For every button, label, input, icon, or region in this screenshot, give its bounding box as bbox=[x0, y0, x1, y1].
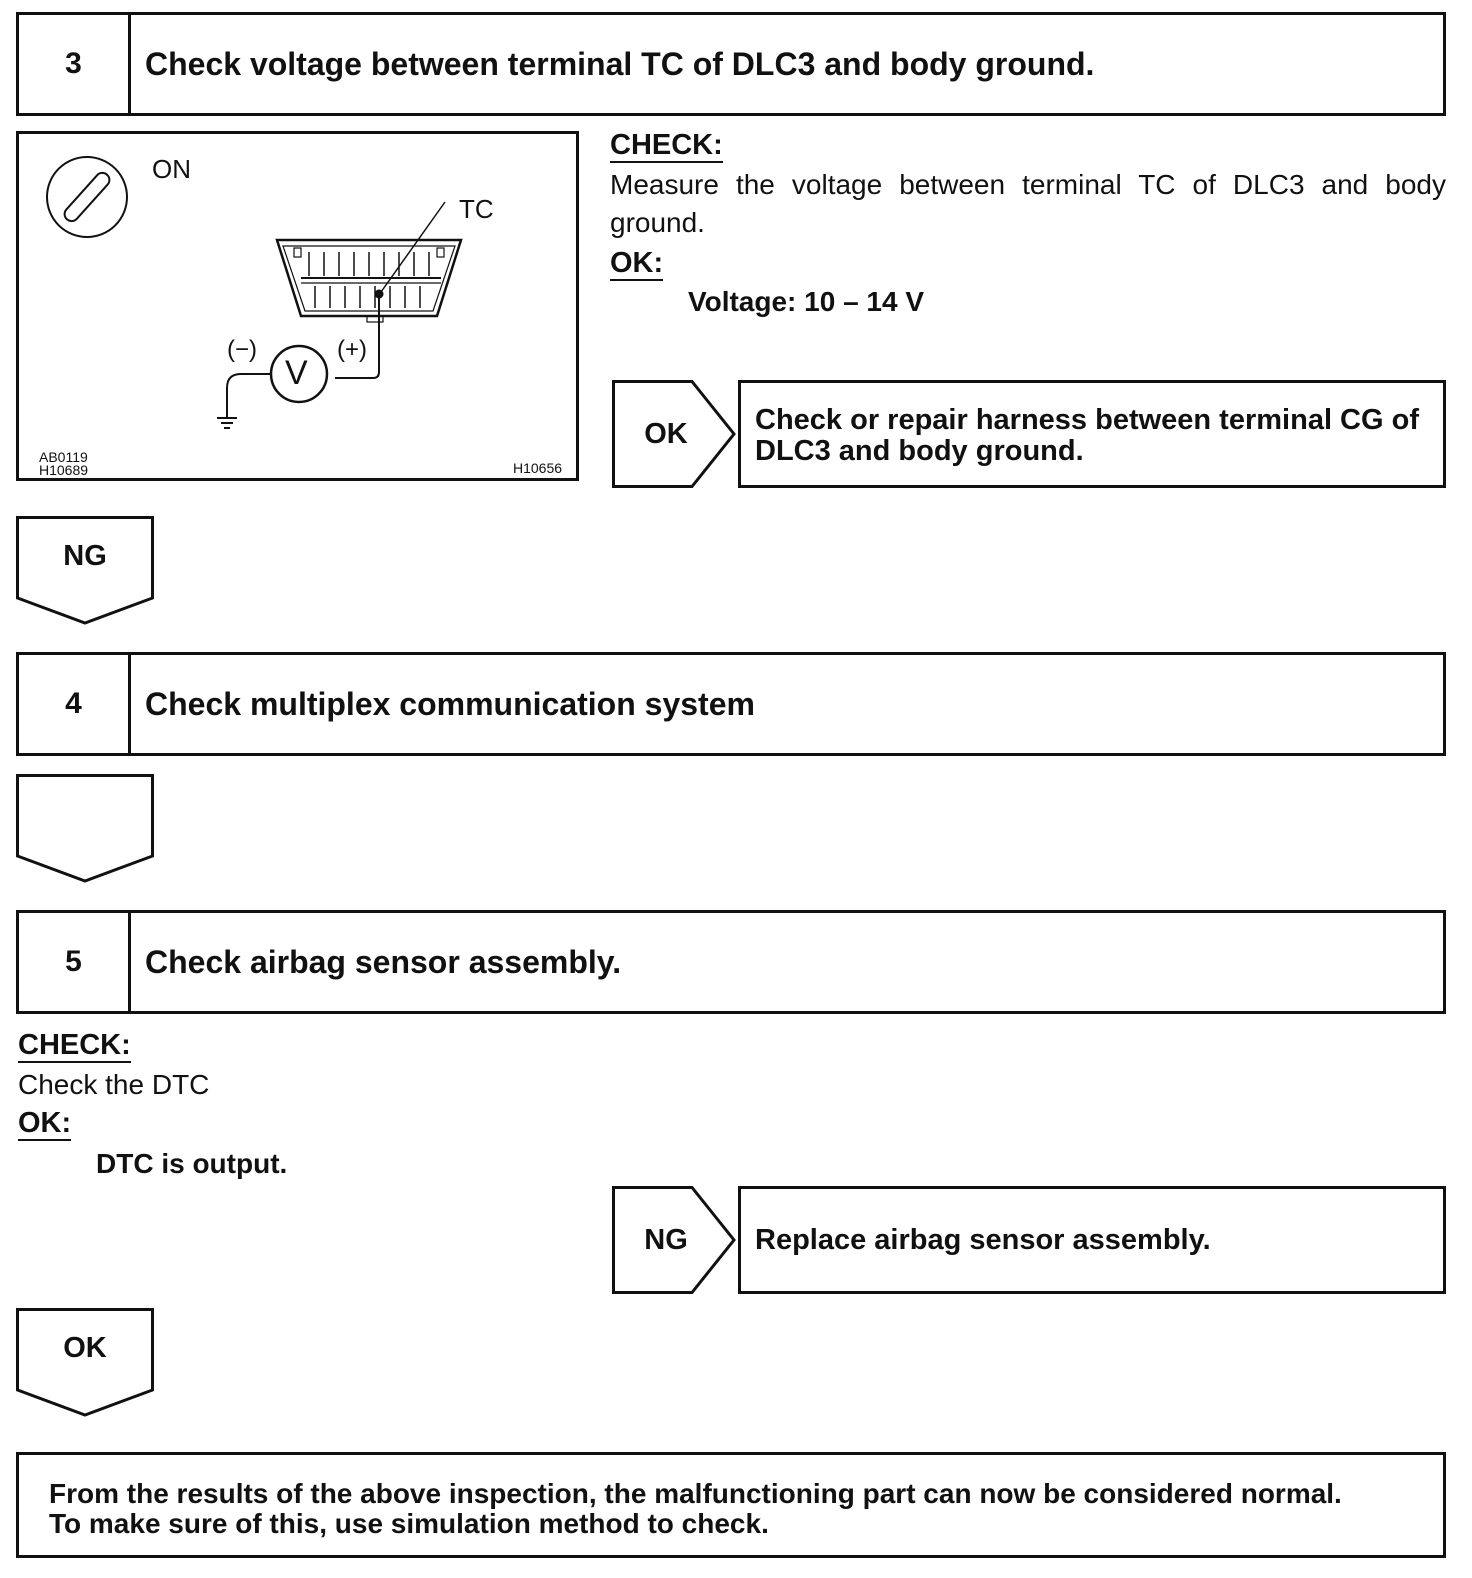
step-4-number: 4 bbox=[19, 655, 131, 753]
step-3-ok-branch-tab bbox=[612, 380, 740, 488]
step-4-title: Check multiplex communication system bbox=[145, 685, 755, 722]
step-3-ok-label: OK: bbox=[610, 247, 664, 279]
illustration-code-3: H10656 bbox=[513, 460, 563, 476]
negative-probe-label: (−) bbox=[227, 336, 257, 363]
step-3-header bbox=[16, 12, 1446, 116]
dlc3-diagram-icon bbox=[19, 134, 576, 478]
step-5-number: 5 bbox=[19, 913, 131, 1011]
conclusion-line-2: To make sure of this, use simulation method to check. bbox=[49, 1508, 769, 1539]
step-3-title: Check voltage between terminal TC of DLC3 and body ground. bbox=[145, 45, 1095, 82]
step-5-ok-down-tab bbox=[16, 1308, 154, 1418]
step-5-check-text: Check the DTC bbox=[18, 1069, 210, 1100]
step-3-ok-branch-label: OK bbox=[644, 417, 688, 450]
step-3-check-text: Measure the voltage between terminal TC of DLC3 and body ground. bbox=[610, 169, 1446, 238]
step-5-ng-result-text: Replace airbag sensor assembly. bbox=[755, 1224, 1211, 1256]
step-5-ok-label-wrap bbox=[18, 1108, 71, 1141]
conclusion-box bbox=[16, 1452, 1446, 1558]
down-arrow-tab-icon bbox=[16, 774, 154, 884]
step-5-check-label: CHECK: bbox=[18, 1029, 131, 1061]
step-5-ok-down-label: OK bbox=[63, 1332, 107, 1364]
step-5-ok-spec: DTC is output. bbox=[96, 1148, 288, 1179]
step-3-check-label: CHECK: bbox=[610, 129, 723, 161]
step-5-check-label-wrap bbox=[18, 1030, 131, 1063]
illustration-code-1: AB0119 bbox=[39, 449, 88, 465]
illustration-code-2: H10689 bbox=[39, 462, 89, 478]
terminal-tc-label: TC bbox=[459, 194, 494, 224]
ignition-on-label: ON bbox=[152, 154, 191, 184]
step-5-ng-result-box bbox=[738, 1186, 1446, 1294]
step-5-ok-label: OK: bbox=[18, 1107, 72, 1139]
step-3-ng-label: NG bbox=[63, 540, 107, 572]
step-5-title: Check airbag sensor assembly. bbox=[145, 943, 622, 980]
voltmeter-label: V bbox=[285, 354, 308, 392]
dlc3-voltage-illustration bbox=[16, 131, 579, 481]
step-4-header bbox=[16, 652, 1446, 756]
step-3-ok-result-line-2: DLC3 and body ground. bbox=[755, 435, 1084, 467]
step-3-number: 3 bbox=[19, 15, 131, 113]
step-5-ng-branch-tab bbox=[612, 1186, 740, 1294]
step-5-header bbox=[16, 910, 1446, 1014]
step-3-ok-label-wrap bbox=[610, 248, 663, 281]
positive-probe-label: (+) bbox=[337, 336, 367, 363]
step-3-ok-result-line-1: Check or repair harness between terminal CG of bbox=[755, 404, 1419, 436]
step-4-down-tab bbox=[16, 774, 154, 884]
step-3-ok-result-box bbox=[738, 380, 1446, 488]
step-3-check-label-wrap bbox=[610, 130, 723, 163]
step-3-ng-down-tab bbox=[16, 516, 154, 626]
conclusion-line-1: From the results of the above inspection, the malfunctioning part can now be considered normal. bbox=[49, 1478, 1342, 1509]
step-5-ng-branch-label: NG bbox=[644, 1223, 688, 1256]
step-3-ok-spec: Voltage: 10 – 14 V bbox=[688, 286, 925, 317]
